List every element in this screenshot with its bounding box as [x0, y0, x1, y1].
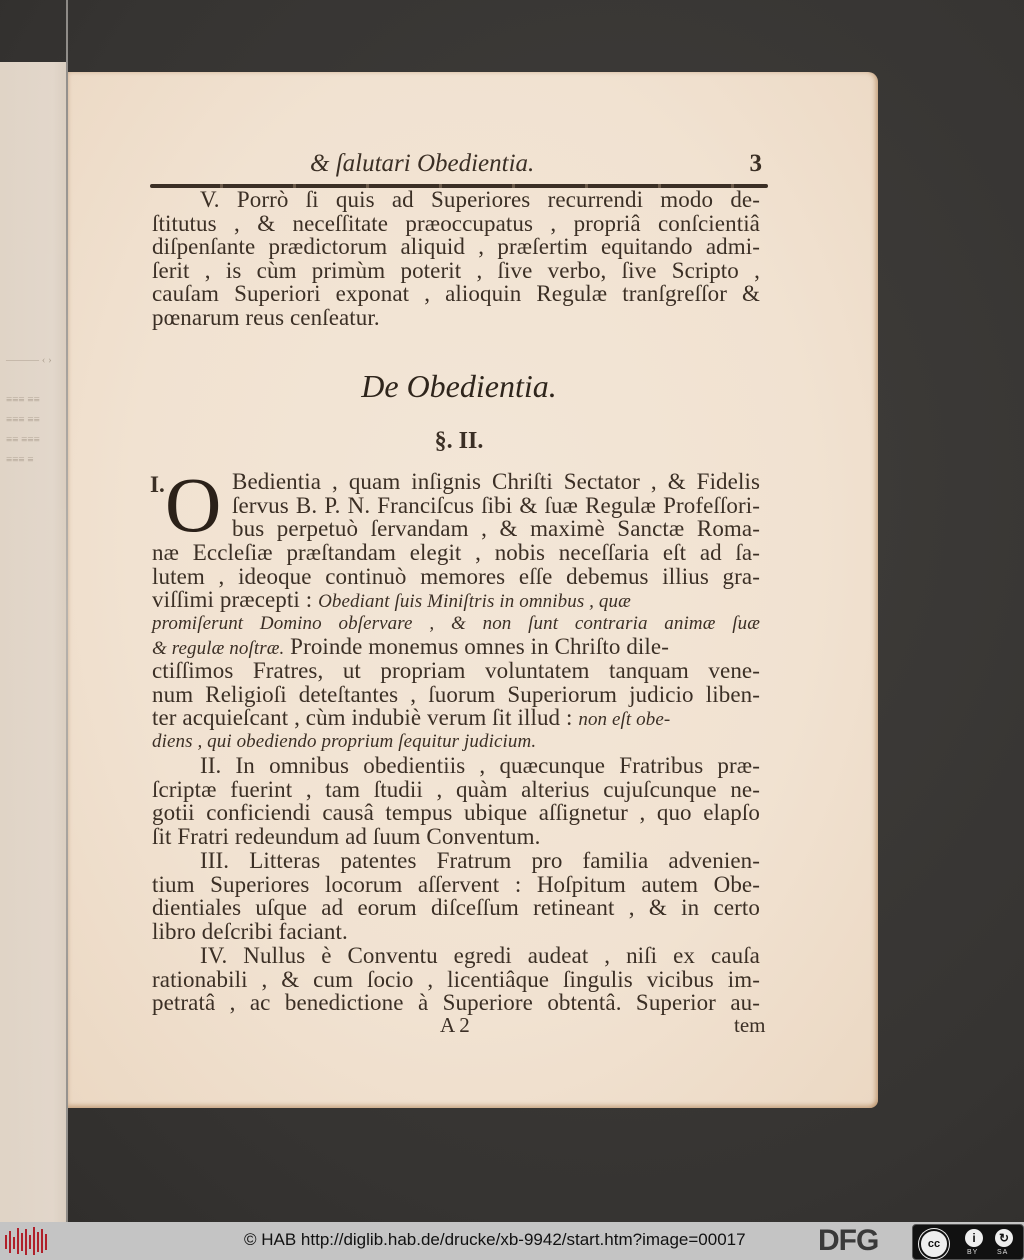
section-number: §. II.: [434, 428, 484, 454]
text-line: cauſam Superiori exponat , alioquin Regulæ tranſgreſſor &: [152, 281, 760, 307]
text-line: [152, 706, 760, 730]
viewer-footer: [0, 1222, 1024, 1260]
text-line: num Religioſi deteſtantes , ſuorum Superiorum judicio liben-: [152, 681, 760, 707]
previous-page-edge: [0, 62, 66, 1222]
copyright-link[interactable]: © HAB http://diglib.hab.de/drucke/xb-9942/start.htm?image=00017: [244, 1230, 746, 1249]
cc-icon: cc: [919, 1229, 949, 1259]
text-line: bus perpetuò ſervandam , & maximè Sanctæ Roma-: [232, 516, 760, 542]
ghost-text: ——— ‹ ›: [6, 354, 52, 366]
paragraph-I: [152, 541, 760, 753]
text-line: II. In omnibus obedientiis , quæcunque Fratribus præ-: [200, 753, 760, 778]
text-line: [152, 588, 760, 612]
drop-cap: O: [165, 461, 222, 548]
text-line: ſcriptæ fuerint , tam ſtudii , quàm alterius cujuſcunque ne-: [152, 776, 760, 802]
text-line: diſpenſante prædictorum aliquid , præſertim equitando admi-: [152, 234, 760, 260]
quote: non eſt obe-: [578, 709, 671, 731]
text-line: dientiales uſque ad eorum diſceſſum retineant , & in certo: [152, 895, 760, 921]
page-header: [150, 150, 768, 184]
paragraph-III: [152, 849, 760, 943]
ghost-text: ≡≡≡ ≡≡: [6, 394, 40, 406]
quote: diens , qui obediendo proprium ſequitur judicium.: [152, 730, 537, 752]
attribution-icon: i: [965, 1229, 983, 1247]
text-line: gotii conficiendi causâ tempus ubique aſſignetur , quo elapſo: [152, 800, 760, 826]
text-line: ſervus B. P. N. Franciſcus ſibi & ſuæ Regulæ Profeſſori-: [232, 492, 760, 518]
text-line: ſtitutus , & neceſſitate præoccupatus , propriâ conſcientiâ: [152, 210, 760, 236]
text-line: ſit Fratri redeundum ad ſuum Conventum.: [152, 823, 541, 849]
scripture-quote: promiſerunt Domino obſervare , & non ſunt contraria animæ ſuæ: [152, 612, 760, 634]
share-alike-icon: ↻: [995, 1229, 1013, 1247]
signature-mark: A 2: [440, 1013, 470, 1037]
text-line: næ Eccleſiæ præſtandam elegit , nobis neceſſaria eſt ad ſa-: [152, 540, 760, 565]
text-line: V. Porrò ſi quis ad Superiores recurrendi modo de-: [200, 187, 760, 212]
ghost-text: ≡≡≡ ≡: [6, 454, 34, 466]
paragraph-V: [152, 188, 760, 330]
text-run: Proinde monemus omnes in Chriſto dile-: [284, 634, 669, 660]
text-line: lutem , ideoque continuò memores eſſe debemus illius gra-: [152, 563, 760, 589]
text-line: libro deſcribi faciant.: [152, 918, 348, 944]
scripture-quote: Obediant ſuis Miniſtris in omnibus , quæ: [318, 591, 631, 613]
text-line: tium Superiores locorum aſſervent : Hoſpitum autem Obe-: [152, 871, 760, 897]
ghost-text: ≡≡≡ ≡≡: [6, 414, 40, 426]
page-number: 3: [749, 150, 762, 177]
text-line: Bedientia , quam inſignis Chriſti Sectator , & Fidelis: [232, 469, 760, 494]
cc-license-badge[interactable]: [912, 1224, 1024, 1260]
text-line: ctiſſimos Fratres, ut propriam voluntatem tanquam vene-: [152, 657, 760, 683]
text-line: III. Litteras patentes Fratrum pro familia advenien-: [200, 848, 760, 873]
text-line: rationabili , & cum ſocio , licentiâque ſingulis vicibus im-: [152, 966, 760, 992]
hab-logo-icon[interactable]: [4, 1225, 48, 1257]
ghost-text: ≡≡ ≡≡≡: [6, 434, 40, 446]
text-run: ter acquieſcant , cùm indubiè verum ſit illud :: [152, 705, 579, 731]
text-line: ſerit , is cùm primùm poterit , ſive verbo, ſive Scripto ,: [152, 257, 760, 283]
paragraph-I-indented: [232, 470, 760, 541]
text-line: [152, 635, 760, 659]
text-line: pœnarum reus cenſeatur.: [152, 304, 380, 330]
by-label: BY: [967, 1249, 979, 1256]
sa-label: SA: [997, 1249, 1009, 1256]
running-head: & ſalutari Obedientia.: [310, 150, 535, 177]
scripture-quote: & regulæ noſtræ.: [152, 638, 285, 660]
paragraph-IV: [152, 944, 760, 1015]
text-line: IV. Nullus è Conventu egredi audeat , niſi ex cauſa: [200, 943, 760, 968]
section-title: De Obedientia.: [361, 368, 557, 404]
dfg-logo[interactable]: DFG: [818, 1224, 879, 1257]
catchword: tem: [734, 1013, 766, 1037]
text-line: petratâ , ac benedictione à Superiore obtentâ. Superior au-: [152, 990, 760, 1016]
paragraph-II: [152, 754, 760, 848]
text-run: viſſimi præcepti :: [152, 587, 319, 613]
paragraph-number: I.: [150, 472, 165, 497]
